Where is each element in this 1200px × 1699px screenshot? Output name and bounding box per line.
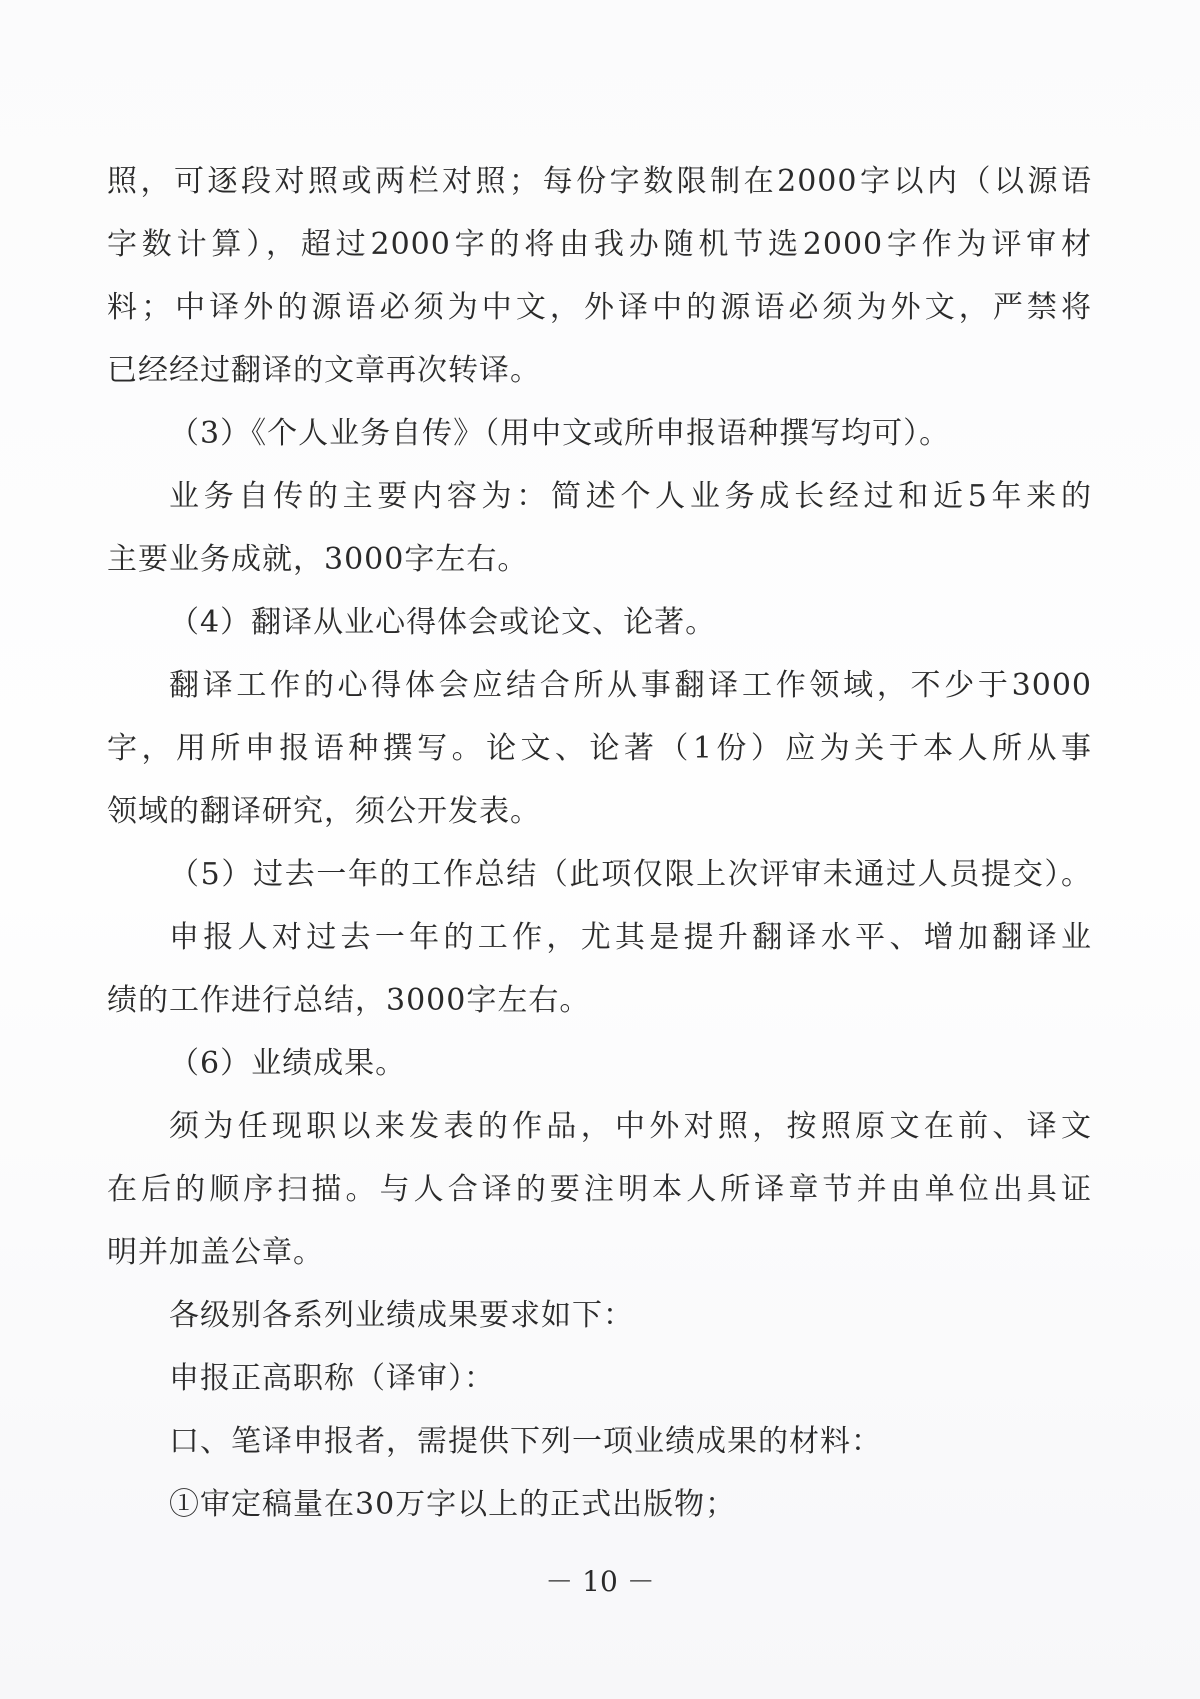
- text-line: 料；中译外的源语必须为中文，外译中的源语必须为外文，严禁将: [107, 290, 1092, 325]
- text-line: 口、笔译申报者，需提供下列一项业绩成果的材料：: [169, 1424, 882, 1459]
- text-line: 领域的翻译研究，须公开发表。: [107, 794, 541, 829]
- text-line: 已经经过翻译的文章再次转译。: [107, 353, 541, 388]
- text-line: 主要业务成就，3000字左右。: [107, 542, 529, 577]
- text-line: （5）过去一年的工作总结（此项仅限上次评审未通过人员提交）。: [169, 857, 1092, 892]
- text-line: 申报人对过去一年的工作，尤其是提升翻译水平、增加翻译业: [169, 920, 1092, 955]
- text-line: 须为任现职以来发表的作品，中外对照，按照原文在前、译文: [169, 1109, 1092, 1144]
- text-line: 绩的工作进行总结，3000字左右。: [107, 983, 591, 1018]
- page-number: － 10 －: [545, 1565, 655, 1598]
- text-line: 照，可逐段对照或两栏对照；每份字数限制在2000字以内（以源语: [107, 164, 1092, 199]
- text-line: 各级别各系列业绩成果要求如下：: [169, 1298, 634, 1333]
- text-line: 业务自传的主要内容为：简述个人业务成长经过和近5年来的: [169, 479, 1092, 514]
- text-line: 翻译工作的心得体会应结合所从事翻译工作领域，不少于3000: [169, 668, 1092, 703]
- text-line: （6）业绩成果。: [169, 1046, 407, 1081]
- document-body: [107, 150, 1092, 1536]
- text-line: （3）《个人业务自传》（用中文或所申报语种撰写均可）。: [169, 416, 951, 451]
- text-line: 在后的顺序扫描。与人合译的要注明本人所译章节并由单位出具证: [107, 1172, 1092, 1207]
- text-line: 字数计算），超过2000字的将由我办随机节选2000字作为评审材: [107, 227, 1092, 262]
- text-line: 申报正高职称（译审）：: [169, 1361, 495, 1396]
- text-line: ①审定稿量在30万字以上的正式出版物；: [169, 1487, 737, 1522]
- text-line: 明并加盖公章。: [107, 1235, 324, 1270]
- text-line: 字，用所申报语种撰写。论文、论著（1份）应为关于本人所从事: [107, 731, 1092, 766]
- text-line: （4）翻译从业心得体会或论文、论著。: [169, 605, 717, 640]
